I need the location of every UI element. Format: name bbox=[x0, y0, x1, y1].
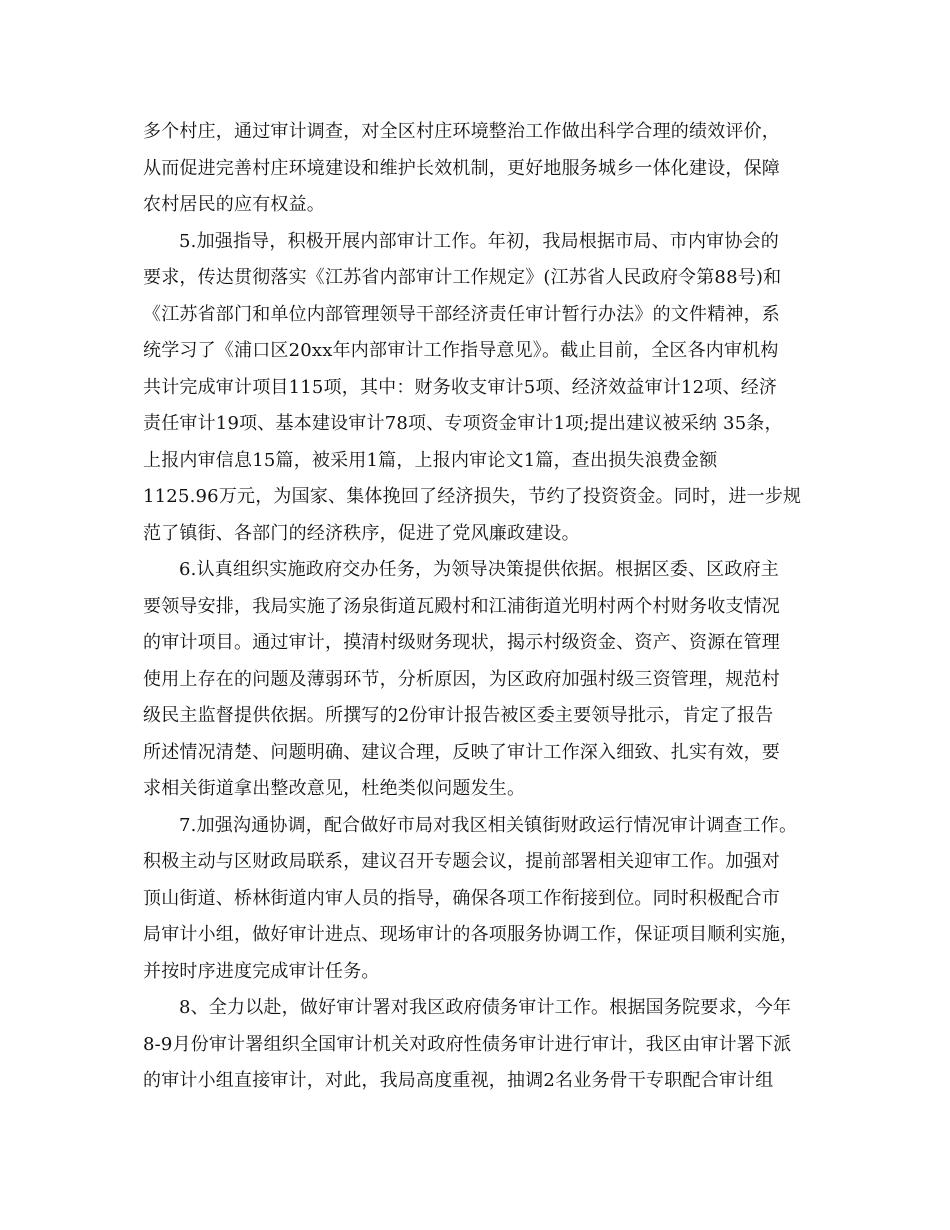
document-text-line: 统学习了《浦口区20xx年内部审计工作指导意见》。截止目前，全区各内审机构 bbox=[143, 340, 779, 361]
document-text-line: 7.加强沟通协调，配合做好市局对我区相关镇街财政运行情况审计调查工作。 bbox=[179, 814, 798, 836]
document-text-line: 使用上存在的问题及薄弱环节，分析原因，为区政府加强村级三资管理，规范村 bbox=[143, 668, 780, 690]
document-text-line: 多个村庄，通过审计调查，对全区村庄环境整治工作做出科学合理的绩效评价， bbox=[143, 121, 780, 142]
document-text-line: 求相关街道拿出整改意见，杜绝类似问题发生。 bbox=[143, 778, 526, 799]
document-text-line: 级民主监督提供依据。所撰写的2份审计报告被区委主要领导批示，肯定了报告 bbox=[143, 705, 774, 726]
document-text-line: 的审计小组直接审计，对此，我局高度重视，抽调2名业务骨干专职配合审计组 bbox=[143, 1070, 774, 1091]
document-text-line: 的审计项目。通过审计，摸清村级财务现状，揭示村级资金、资产、资源在管理 bbox=[143, 632, 780, 653]
document-text-line: 范了镇街、各部门的经济秩序，促进了党风廉政建设。 bbox=[143, 522, 580, 544]
document-text-line: 1125.96万元，为国家、集体挽回了经济损失，节约了投资资金。同时，进一步规 bbox=[143, 486, 802, 507]
document-text-line: 农村居民的应有权益。 bbox=[143, 194, 325, 215]
document-text-line: 积极主动与区财政局联系，建议召开专题会议，提前部署相关迎审工作。加强对 bbox=[143, 851, 780, 872]
document-text-line: 从而促进完善村庄环境建设和维护长效机制，更好地服务城乡一体化建设，保障 bbox=[143, 157, 780, 179]
document-text-line: 上报内审信息15篇，被采用1篇，上报内审论文1篇，查出损失浪费金额 bbox=[143, 449, 718, 471]
document-body bbox=[143, 114, 813, 1100]
document-text-line: 5.加强指导，积极开展内部审计工作。年初，我局根据市局、市内审协会的 bbox=[179, 230, 779, 252]
document-text-line: 要领导安排，我局实施了汤泉街道瓦殿村和江浦街道光明村两个村财务收支情况 bbox=[143, 595, 780, 617]
document-text-line: 局审计小组，做好审计进点、现场审计的各项服务协调工作，保证项目顺利实施， bbox=[143, 924, 799, 945]
document-text-line: 6.认真组织实施政府交办任务，为领导决策提供依据。根据区委、区政府主 bbox=[179, 559, 779, 580]
document-text-line: 要求，传达贯彻落实《江苏省内部审计工作规定》(江苏省人民政府令第88号)和 bbox=[143, 267, 782, 288]
document-text-line: 顶山街道、桥林街道内审人员的指导，确保各项工作衔接到位。同时积极配合市 bbox=[143, 887, 780, 909]
document-text-line: 共计完成审计项目115项，其中：财务收支审计5项、经济效益审计12项、经济 bbox=[143, 376, 778, 398]
document-text-line: 责任审计19项、基本建设审计78项、专项资金审计1项;提出建议被采纳 35条， bbox=[143, 413, 783, 434]
document-text-line: 8、全力以赴，做好审计署对我区政府债务审计工作。根据国务院要求，今年 bbox=[179, 997, 792, 1018]
document-text-line: 《江苏省部门和单位内部管理领导干部经济责任审计暂行办法》的文件精神，系 bbox=[143, 303, 780, 325]
document-text-line: 并按时序进度完成审计任务。 bbox=[143, 960, 380, 982]
document-text-line: 所述情况清楚、问题明确、建议合理，反映了审计工作深入细致、扎实有效，要 bbox=[143, 741, 780, 763]
document-text-line: 8-9月份审计署组织全国审计机关对政府性债务审计进行审计，我区由审计署下派 bbox=[143, 1033, 792, 1055]
